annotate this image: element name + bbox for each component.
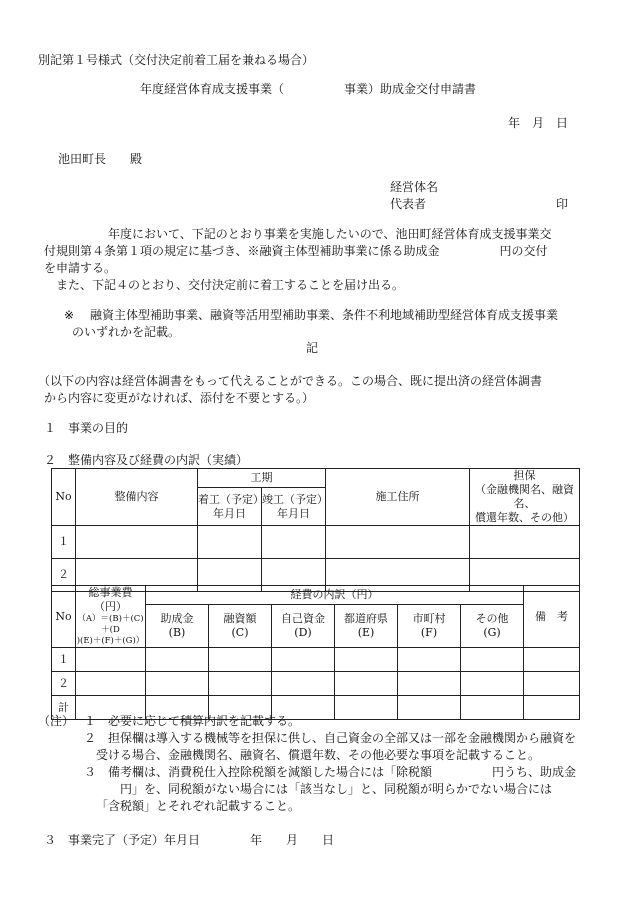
table-cell[interactable] bbox=[335, 672, 398, 696]
table-cell[interactable] bbox=[524, 648, 580, 672]
table-cell[interactable] bbox=[461, 648, 524, 672]
col-remarks: 備 考 bbox=[524, 586, 580, 648]
col-end-date bbox=[262, 488, 326, 526]
entity-name-label: 経営体名 bbox=[390, 180, 439, 194]
col-label: 市町村 bbox=[412, 611, 446, 625]
col-guarantee bbox=[470, 469, 580, 526]
end-sub: 年月日 bbox=[277, 506, 310, 520]
note-2-line-2: 受ける場合、金融機関名、融資名、償還年数、その他必要な事項を記載すること。 bbox=[96, 748, 541, 762]
col-period: 工期 bbox=[198, 469, 326, 488]
body-line-2: 付規則第４条第１項の規定に基づき、※融資主体型補助事業に係る助成金 円の交付 bbox=[44, 244, 548, 258]
col-breakdown: 経費の内訳（円） bbox=[146, 586, 524, 605]
col-label: その他 bbox=[475, 611, 509, 625]
col-label: 都道府県 bbox=[344, 611, 388, 625]
col-code: (F) bbox=[420, 625, 438, 639]
start-label: 着工（予定） bbox=[198, 492, 264, 506]
note-3-line-2: 円」を、同税額がない場合には「該当なし」と、同税額が明らかでない場合には bbox=[120, 782, 553, 796]
col-label: 自己資金 bbox=[281, 611, 325, 625]
col-prefecture bbox=[335, 604, 398, 647]
table-cell[interactable] bbox=[470, 526, 580, 559]
note-mark: ※ bbox=[64, 308, 75, 322]
cost-breakdown-table bbox=[51, 585, 580, 720]
end-label: 竣工（予定） bbox=[262, 492, 328, 506]
table-cell[interactable] bbox=[524, 696, 580, 720]
notes-head: （注） bbox=[38, 714, 75, 728]
table-cell[interactable] bbox=[398, 672, 461, 696]
document-title: 年度経営体育成支援事業（ 事業）助成金交付申請書 bbox=[140, 82, 477, 96]
work-schedule-table bbox=[51, 468, 580, 592]
body-line-4: また、下記４のとおり、交付決定前に着工することを届け出る。 bbox=[56, 278, 405, 292]
col-no: No bbox=[52, 586, 76, 648]
col-no: No bbox=[52, 469, 76, 526]
table-cell[interactable] bbox=[272, 672, 335, 696]
row-number: １ bbox=[52, 526, 76, 559]
completion-date: 年 月 日 bbox=[250, 833, 335, 847]
table-cell[interactable] bbox=[326, 526, 470, 559]
body-line-3: を申請する。 bbox=[44, 261, 117, 275]
col-code: (E) bbox=[357, 625, 375, 639]
table-cell[interactable] bbox=[198, 526, 262, 559]
table-cell[interactable] bbox=[76, 526, 198, 559]
seal-mark: 印 bbox=[556, 197, 569, 211]
note-2-line-1: ２ 担保欄は導入する機械等を担保に供し、自己資金の全部又は一部を金融機関から融資を bbox=[84, 731, 577, 745]
table-cell[interactable] bbox=[461, 696, 524, 720]
col-code: (C) bbox=[231, 625, 249, 639]
guarantee-label: 担保 bbox=[513, 469, 536, 482]
row-number: ２ bbox=[52, 559, 76, 592]
representative-label: 代表者 bbox=[390, 197, 427, 211]
col-other bbox=[461, 604, 524, 647]
table-cell[interactable] bbox=[76, 648, 146, 672]
table-cell[interactable] bbox=[398, 648, 461, 672]
table-cell[interactable] bbox=[335, 648, 398, 672]
row-total: 計 bbox=[52, 696, 76, 720]
table-cell[interactable] bbox=[146, 672, 209, 696]
table-cell[interactable] bbox=[209, 672, 272, 696]
col-own-funds bbox=[272, 604, 335, 647]
ki-heading: 記 bbox=[306, 341, 319, 355]
application-date: 年 月 日 bbox=[508, 116, 569, 130]
table-cell[interactable] bbox=[272, 648, 335, 672]
total-unit: （円） bbox=[94, 600, 127, 613]
table-cell[interactable] bbox=[461, 672, 524, 696]
section-3-heading: ３ 事業完了（予定）年月日 bbox=[44, 833, 201, 847]
table-cell[interactable] bbox=[146, 648, 209, 672]
body-line-1: 年度において、下記のとおり事業を実施したいので、池田町経営体育成支援事業交 bbox=[108, 227, 552, 241]
section-2-heading: ２ 整備内容及び経費の内訳（実績） bbox=[44, 453, 249, 467]
col-subsidy bbox=[146, 604, 209, 647]
col-content: 整備内容 bbox=[76, 469, 198, 526]
row-number: ２ bbox=[52, 672, 76, 696]
note-line-1: 融資主体型補助事業、融資等活用型補助事業、条件不利地域補助型経営体育成支援事業 bbox=[90, 308, 559, 322]
note-1: １ 必要に応じて積算内訳を記載する。 bbox=[84, 714, 301, 728]
guarantee-sub-1: （金融機関名、融資名、 bbox=[475, 483, 574, 510]
note-3-line-3: 「含税額」とそれぞれ記載すること。 bbox=[96, 799, 301, 813]
table-cell[interactable] bbox=[209, 648, 272, 672]
section-1-heading: １ 事業の目的 bbox=[44, 421, 129, 435]
note-3-line-1: ３ 備考欄は、消費税仕入控除税額を減額した場合には「除税額 円うち、助成金 bbox=[84, 765, 577, 779]
addressee: 池田町長 殿 bbox=[58, 152, 143, 166]
col-label: 助成金 bbox=[160, 611, 194, 625]
col-loan bbox=[209, 604, 272, 647]
col-code: (B) bbox=[168, 625, 186, 639]
col-code: (G) bbox=[483, 625, 501, 639]
total-label: 総事業費 bbox=[88, 586, 133, 599]
note-line-2: のいずれかを記載。 bbox=[72, 325, 181, 339]
table-cell[interactable] bbox=[76, 672, 146, 696]
col-start-date bbox=[198, 488, 262, 526]
col-municipality bbox=[398, 604, 461, 647]
table-cell[interactable] bbox=[398, 696, 461, 720]
total-formula-2: )(E)＋(F)＋(G)） bbox=[76, 636, 145, 646]
row-number: １ bbox=[52, 648, 76, 672]
col-total bbox=[76, 586, 146, 648]
col-code: (D) bbox=[294, 625, 312, 639]
table-cell[interactable] bbox=[262, 526, 326, 559]
col-address: 施工住所 bbox=[326, 469, 470, 526]
table-cell[interactable] bbox=[335, 696, 398, 720]
start-sub: 年月日 bbox=[213, 506, 246, 520]
col-label: 融資額 bbox=[223, 611, 257, 625]
remark-line-1: （以下の内容は経営体調書をもって代えることができる。この場合、既に提出済の経営体調書 bbox=[38, 374, 543, 388]
form-label: 別記第１号様式（交付決定前着工届を兼ねる場合） bbox=[38, 53, 315, 67]
table-cell[interactable] bbox=[524, 672, 580, 696]
guarantee-sub-2: 償還年数、その他） bbox=[475, 511, 574, 524]
total-formula-1: （A）＝(B)＋(C)＋(D bbox=[77, 614, 144, 635]
remark-line-2: から内容に変更がなければ、添付を不要とする。） bbox=[44, 391, 315, 405]
